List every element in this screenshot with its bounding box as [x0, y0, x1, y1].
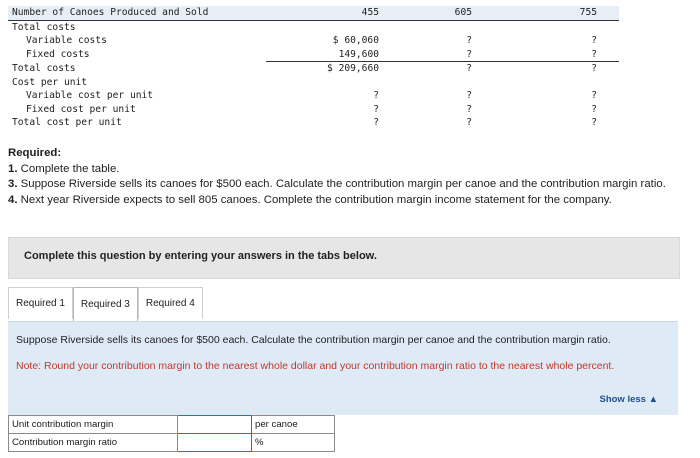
header-455: 455: [266, 6, 387, 20]
tab-required-1[interactable]: Required 1: [8, 287, 73, 319]
required-section: [8, 146, 692, 208]
header-755: 755: [509, 6, 619, 20]
table-row: Variable cost per unit ? ? ?: [8, 89, 619, 103]
show-less-link[interactable]: Show less ▲: [599, 394, 658, 405]
tab-required-3[interactable]: Required 3: [73, 287, 138, 321]
tab-bar: [8, 287, 203, 321]
cost-table: [8, 6, 619, 130]
instruction-text: Complete this question by entering your answers in the tabs below.: [24, 250, 377, 262]
cost-table-header: [8, 6, 619, 20]
row-label: Total costs: [12, 21, 76, 33]
answer-row-unit-cm: [9, 416, 335, 434]
table-row: Total costs $ 209,660 ? ?: [8, 62, 619, 76]
table-row: [8, 20, 619, 34]
answer-row-cm-ratio: [9, 434, 335, 452]
table-row: Fixed costs 149,600 ? ?: [8, 48, 619, 62]
row-label: Fixed costs: [26, 48, 90, 60]
header-label: Number of Canoes Produced and Sold: [8, 6, 266, 20]
required-item-1: 1. Complete the table.: [8, 162, 120, 175]
row-label: Total costs: [12, 62, 76, 74]
table-row: Total cost per unit ? ? ?: [8, 116, 619, 130]
row-label: Variable cost per unit: [26, 90, 154, 101]
required-item-3: 3. Suppose Riverside sells its canoes for $500 each. Calculate the contribution margin per canoe and the contribution margin ratio.: [8, 178, 666, 191]
unit-contribution-margin-label: Unit contribution margin: [9, 416, 178, 434]
table-row: [8, 76, 619, 90]
question-text: Suppose Riverside sells its canoes for $500 each. Calculate the contribution margin per canoe and the contribution margin ratio.: [16, 334, 611, 346]
table-row: Fixed cost per unit ? ? ?: [8, 103, 619, 117]
row-label: Cost per unit: [12, 76, 88, 88]
row-label: Total cost per unit: [12, 117, 122, 128]
contribution-margin-ratio-input[interactable]: [178, 435, 251, 451]
instruction-banner: [8, 237, 680, 279]
percent-unit: %: [252, 434, 335, 452]
tab-required-4[interactable]: Required 4: [138, 287, 203, 319]
question-panel: [8, 321, 678, 415]
per-canoe-unit: per canoe: [252, 416, 335, 434]
row-label: Variable costs: [26, 35, 107, 46]
note-text: Note: Round your contribution margin to the nearest whole dollar and your contribution margin ratio to the nearest whole percent.: [16, 360, 615, 372]
required-item-4: 4. Next year Riverside expects to sell 805 canoes. Complete the contribution margin income statement for the company.: [8, 193, 612, 206]
contribution-margin-ratio-label: Contribution margin ratio: [9, 434, 178, 452]
row-label: Fixed cost per unit: [26, 103, 136, 115]
header-605: 605: [387, 6, 509, 20]
answer-table: [8, 415, 335, 452]
table-row: Variable costs $ 60,060 ? ?: [8, 34, 619, 48]
required-heading: Required:: [8, 147, 62, 159]
unit-contribution-margin-input[interactable]: [178, 417, 251, 433]
